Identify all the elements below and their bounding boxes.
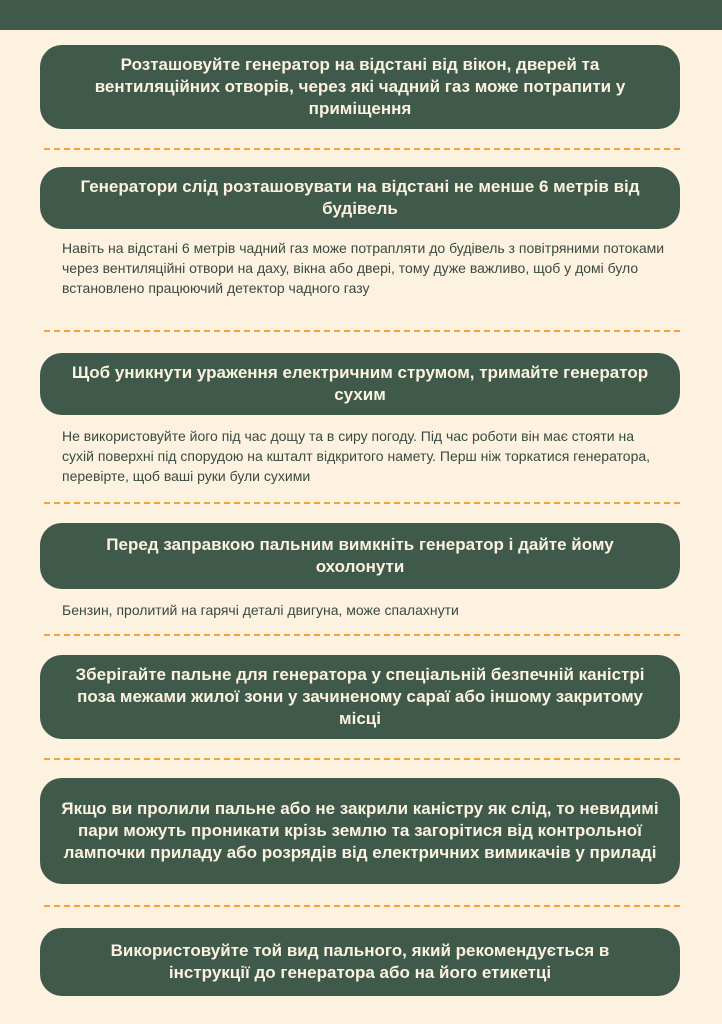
- tip-note-4: Бензин, пролитий на гарячі деталі двигуна, може спалахнути: [62, 602, 459, 618]
- divider-2: [44, 330, 680, 332]
- divider-4: [44, 634, 680, 636]
- tip-title-6: Якщо ви пролили пальне або не закрили каністру як слід, то невидимі пари можуть проникати крізь землю та загорітися від контрольної лампочки приладу або розрядів від електричних вимикачів у приладі: [40, 778, 680, 884]
- divider-3: [44, 502, 680, 504]
- tip-title-3: Щоб уникнути ураження електричним струмом, тримайте генератор сухим: [40, 353, 680, 415]
- tip-title-7: Використовуйте той вид пального, який рекомендується в інструкції до генератора або на його етикетці: [40, 928, 680, 996]
- tip-title-1: Розташовуйте генератор на відстані від вікон, дверей та вентиляційних отворів, через які чадний газ може потрапити у приміщення: [40, 45, 680, 129]
- tip-title-4: Перед заправкою пальним вимкніть генератор і дайте йому охолонути: [40, 523, 680, 589]
- divider-1: [44, 148, 680, 150]
- divider-5: [44, 758, 680, 760]
- tip-note-2: Навіть на відстані 6 метрів чадний газ може потрапляти до будівель з повітряними потоками через вентиляційні отвори на даху, вікна або двері, тому дуже важливо, щоб у домі було встановлено працюючий детектор чадного газу: [62, 240, 665, 296]
- tip-title-5: Зберігайте пальне для генератора у спеціальній безпечній каністрі поза межами жилої зони у зачиненому сараї або іншому закритому місці: [40, 655, 680, 739]
- divider-6: [44, 905, 680, 907]
- tip-note-3: Не використовуйте його під час дощу та в сиру погоду. Під час роботи він має стояти на сухій поверхні під спорудою на кшталт відкритого намету. Перш ніж торкатися генератора, перевірте, щоб ваші руки були сухими: [62, 428, 651, 484]
- header-bar: [0, 0, 722, 30]
- tip-title-2: Генератори слід розташовувати на відстані не менше 6 метрів від будівель: [40, 167, 680, 229]
